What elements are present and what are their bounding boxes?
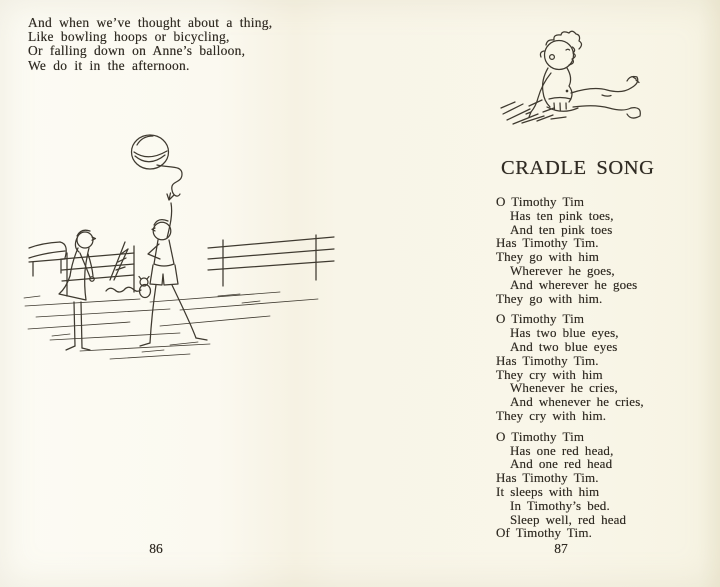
poem-line: O Timothy Tim bbox=[496, 311, 585, 327]
fence bbox=[62, 235, 334, 296]
poem-line: And one red head bbox=[510, 456, 613, 472]
page-number-left: 86 bbox=[149, 541, 163, 556]
poem-line: Has two blue eyes, bbox=[510, 325, 619, 341]
grass-tuft bbox=[501, 100, 566, 124]
balloon bbox=[132, 135, 169, 169]
poem-line: Has Timothy Tim. bbox=[496, 470, 599, 486]
poem-line: And whenever he cries, bbox=[510, 394, 644, 410]
poem-line: Has ten pink toes, bbox=[510, 207, 614, 223]
poem-line: They cry with him. bbox=[496, 407, 607, 423]
left-page-verse bbox=[28, 16, 272, 73]
poem-line: Wherever he goes, bbox=[510, 262, 615, 278]
poem-stanzas bbox=[496, 195, 644, 547]
poem-line: Has Timothy Tim. bbox=[496, 352, 599, 368]
poem-line: Of Timothy Tim. bbox=[496, 525, 592, 541]
verse-line: Like bowling hoops or bicycling, bbox=[28, 29, 230, 45]
verse-line: Or falling down on Anne’s balloon, bbox=[28, 43, 246, 59]
poem-stanza bbox=[496, 430, 644, 540]
poem-line: They go with him. bbox=[496, 290, 603, 306]
poem-line: Sleep well, red head bbox=[510, 511, 627, 527]
page-number-right: 87 bbox=[554, 541, 568, 556]
bench bbox=[29, 242, 66, 276]
poem-line: And ten pink toes bbox=[510, 221, 613, 237]
poem-line: It sleeps with him bbox=[496, 483, 600, 499]
poem-line: They go with him bbox=[496, 249, 599, 265]
poem-line: And two blue eyes bbox=[510, 338, 618, 354]
poem-line: Whenever he cries, bbox=[510, 380, 618, 396]
stones-scribble bbox=[106, 287, 141, 292]
poem-line: Has Timothy Tim. bbox=[496, 235, 599, 251]
verse-line: We do it in the afternoon. bbox=[28, 57, 190, 73]
girl-figure bbox=[59, 230, 96, 350]
poem-line: O Timothy Tim bbox=[496, 428, 585, 444]
poem-title: CRADLE SONG bbox=[501, 157, 655, 179]
baby-sitting-illustration bbox=[496, 22, 656, 130]
teddy-bear bbox=[139, 277, 151, 298]
poem-line: And wherever he goes bbox=[510, 276, 638, 292]
poem-line: O Timothy Tim bbox=[496, 194, 585, 209]
sapling-scribble bbox=[110, 242, 128, 280]
poem-stanza bbox=[496, 312, 644, 422]
poem-stanza bbox=[496, 195, 644, 305]
poem-line: Has one red head, bbox=[510, 442, 614, 458]
children-playing-with-balloon-illustration bbox=[22, 112, 338, 362]
verse-line: And when we’ve thought about a thing, bbox=[28, 15, 273, 30]
baby-figure bbox=[526, 31, 640, 118]
poem-line: They cry with him bbox=[496, 366, 603, 382]
poem-line: In Timothy’s bed. bbox=[510, 497, 610, 513]
balloon-string bbox=[157, 165, 182, 196]
